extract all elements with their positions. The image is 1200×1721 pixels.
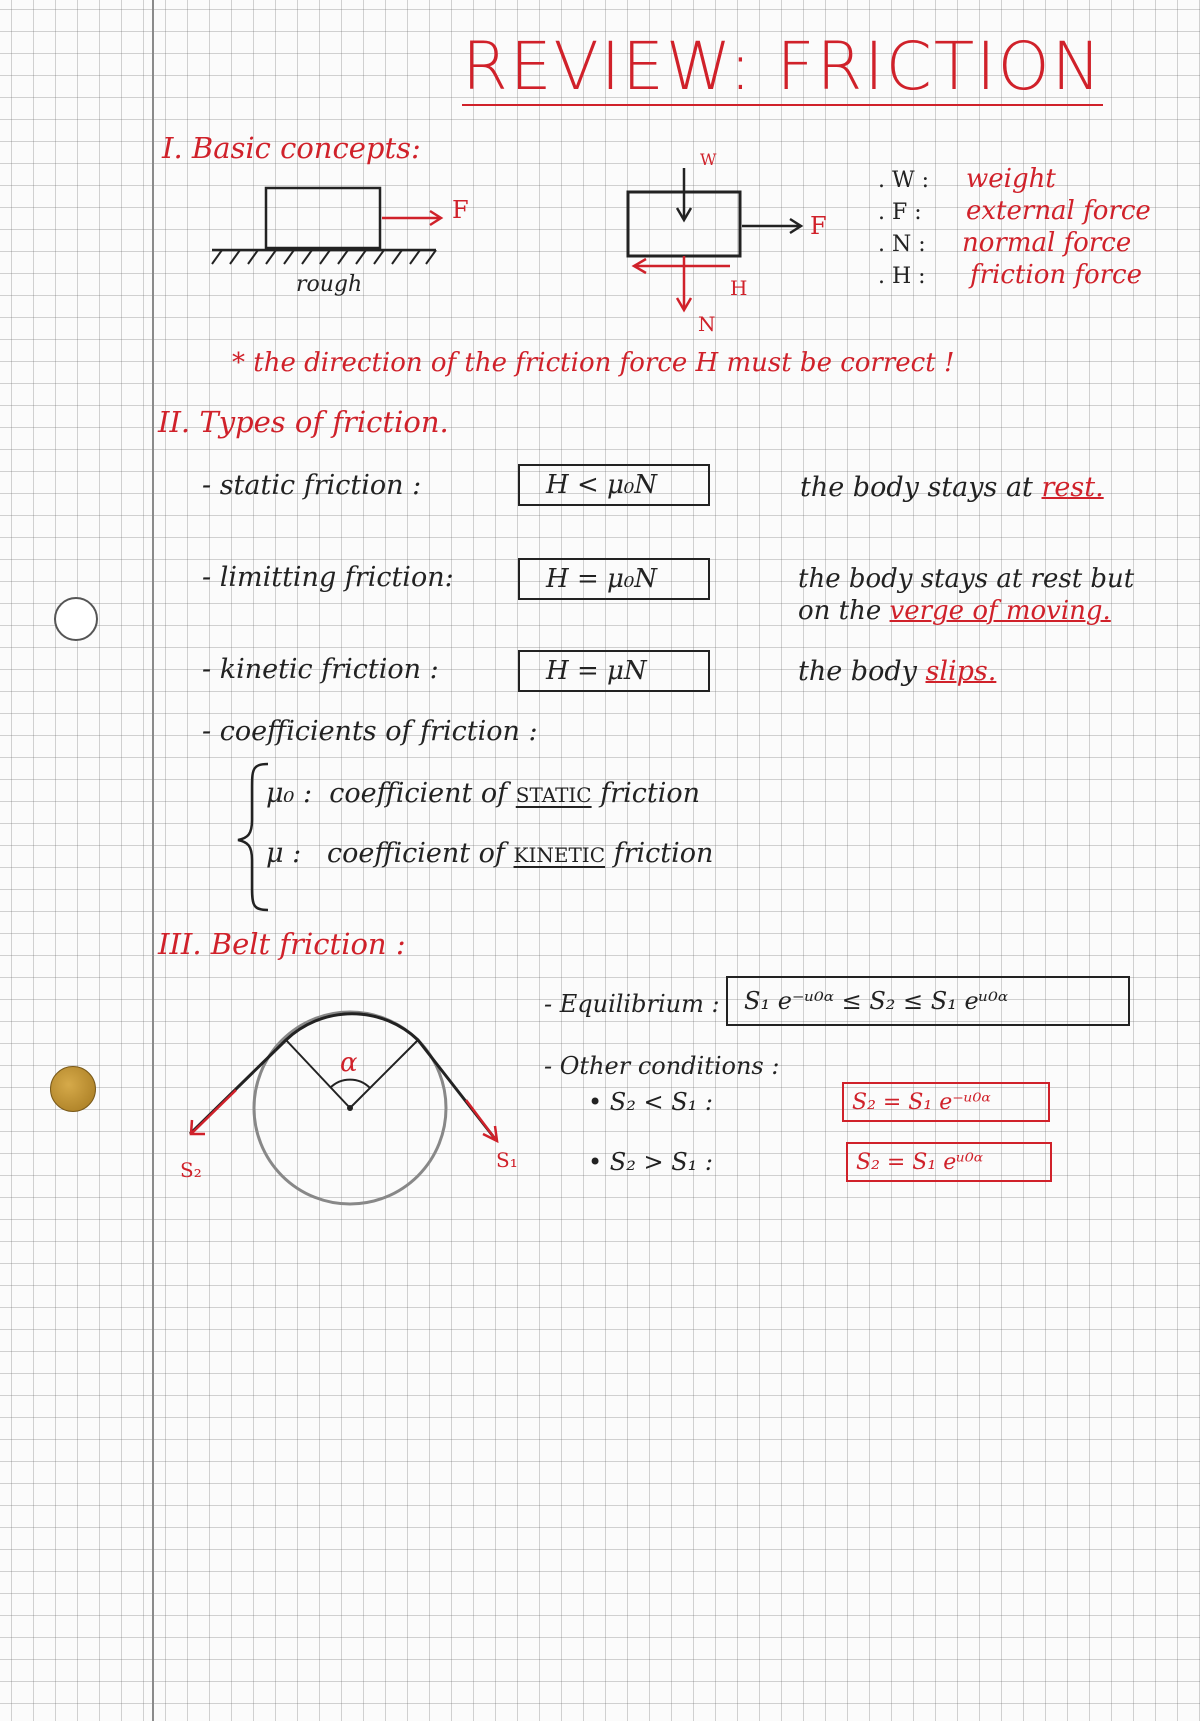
surface-hatching	[212, 250, 436, 264]
kinetic-friction-formula: H = μN	[518, 650, 710, 692]
block-on-rough-surface-diagram	[212, 188, 441, 264]
limiting-friction-desc-line2: on the verge of moving.	[798, 596, 1111, 626]
normal-label: N	[698, 312, 716, 336]
coefficients-brace	[238, 764, 268, 910]
legend-desc-3: friction force	[970, 260, 1143, 290]
limiting-friction-formula: H = μ₀N	[518, 558, 710, 600]
belt-angle-label: α	[340, 1048, 358, 1078]
condition-greater-formula: S₂ = S₁ eᵘ⁰ᵅ	[846, 1142, 1052, 1182]
legend-desc-1: external force	[966, 196, 1151, 226]
kinetic-friction-label: - kinetic friction :	[202, 654, 439, 685]
legend-desc-0: weight	[966, 164, 1056, 194]
section-heading-types: II. Types of friction.	[158, 405, 449, 439]
equilibrium-label: - Equilibrium :	[544, 990, 720, 1018]
legend-sym-2: . N :	[878, 232, 926, 257]
static-friction-desc: the body stays at rest.	[800, 472, 1104, 503]
fig1-force-label: F	[452, 196, 469, 224]
legend-sym-1: . F :	[878, 200, 922, 225]
weight-label: W	[700, 150, 717, 169]
coefficients-heading: - coefficients of friction :	[202, 716, 538, 747]
coefficient-kinetic-row: μ : coefficient of KINETIC friction	[266, 838, 714, 869]
tension-s1-arrow	[466, 1100, 496, 1140]
section-heading-belt-friction: III. Belt friction :	[158, 927, 406, 961]
limiting-friction-desc-line1: the body stays at rest but	[798, 564, 1135, 594]
other-conditions-label: - Other conditions :	[544, 1052, 780, 1080]
condition-s2-greater-s1: • S₂ > S₁ :	[588, 1148, 713, 1176]
condition-s2-less-s1: • S₂ < S₁ :	[588, 1088, 713, 1116]
angle-arc	[330, 1080, 370, 1088]
coefficient-static-row: μ₀ : coefficient of STATIC friction	[266, 778, 700, 809]
tension-s2-label: S₂	[180, 1158, 202, 1182]
contact-radius-right	[350, 1040, 418, 1108]
tension-s2-arrow	[192, 1090, 236, 1133]
static-friction-formula: H < μ₀N	[518, 464, 710, 506]
friction-direction-note: * the direction of the friction force H must be correct !	[232, 348, 955, 378]
rough-surface-label: rough	[296, 272, 363, 297]
force-label: F	[810, 212, 827, 240]
page-title: REVIEW: FRICTION	[462, 28, 1103, 105]
static-friction-label: - static friction :	[202, 470, 422, 501]
legend-sym-3: . H :	[878, 264, 926, 289]
block-rect	[266, 188, 380, 248]
tension-s1-label: S₁	[496, 1148, 518, 1172]
legend-sym-0: . W :	[878, 168, 930, 193]
limiting-friction-label: - limitting friction:	[202, 562, 454, 593]
free-body-diagram	[628, 168, 801, 310]
friction-label: H	[730, 276, 748, 300]
section-heading-basic-concepts: I. Basic concepts:	[162, 131, 421, 165]
pulley-center	[347, 1105, 353, 1111]
legend-desc-2: normal force	[962, 228, 1132, 258]
condition-less-formula: S₂ = S₁ e⁻ᵘ⁰ᵅ	[842, 1082, 1050, 1122]
kinetic-friction-desc: the body slips.	[798, 656, 997, 687]
equilibrium-formula: S₁ e⁻ᵘ⁰ᵅ ≤ S₂ ≤ S₁ eᵘ⁰ᵅ	[726, 976, 1130, 1026]
belt-friction-diagram	[190, 1012, 497, 1204]
